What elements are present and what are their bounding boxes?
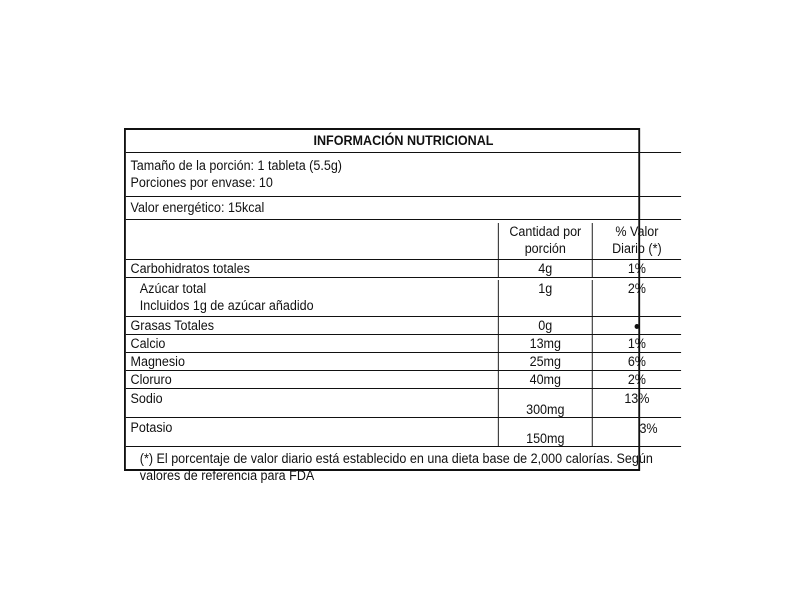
nutrient-amount: 13mg — [499, 335, 593, 352]
footnote: (*) El porcentaje de valor diario está establecido en una dieta base de 2,000 calorías. Según valores de referencia para FDA — [139, 451, 653, 483]
nutrient-row — [126, 389, 681, 418]
nutrient-name: Cloruro — [126, 371, 499, 388]
nutrient-amount: 300mg — [499, 389, 593, 417]
nutrient-daily-value: 1% — [627, 336, 646, 351]
nutrient-daily-value: 13% — [624, 391, 650, 406]
serving-info-row — [126, 153, 681, 197]
nutrient-amount: 40mg — [499, 371, 593, 388]
nutrient-amount: 4g — [499, 260, 593, 277]
nutrient-row — [126, 371, 681, 389]
bullet-icon — [635, 324, 640, 329]
column-header-row — [126, 220, 681, 260]
nutrient-row — [126, 353, 681, 371]
nutrient-daily-value: 6% — [627, 354, 646, 369]
table-title: INFORMACIÓN NUTRICIONAL — [313, 133, 494, 148]
nutrient-name: Potasio — [126, 418, 499, 446]
nutrient-daily-value: 3% — [639, 421, 658, 436]
nutrient-daily-value: 2% — [627, 281, 646, 296]
nutrient-row — [126, 278, 681, 317]
nutrient-row — [126, 317, 681, 335]
footnote-row — [126, 447, 681, 488]
nutrition-facts-table — [124, 128, 662, 483]
daily-value-header: % Valor Diario (*) — [612, 224, 662, 256]
nutrient-daily-value: 1% — [627, 261, 646, 276]
nutrient-name: Calcio — [126, 335, 499, 352]
nutrient-row — [126, 335, 681, 353]
nutrient-daily-value: 2% — [627, 372, 646, 387]
nutrient-amount: 1g — [499, 280, 593, 316]
table-title-row — [126, 130, 681, 153]
nutrient-amount: 25mg — [499, 353, 593, 370]
nutrient-amount: 150mg — [499, 418, 593, 446]
nutrient-name: Sodio — [126, 389, 499, 417]
servings-per-container: Porciones por envase: 10 — [130, 175, 273, 190]
energy-row — [126, 197, 681, 220]
nutrient-name: Magnesio — [126, 353, 499, 370]
serving-size: Tamaño de la porción: 1 tableta (5.5g) — [130, 158, 342, 173]
energy-value: Valor energético: 15kcal — [130, 200, 265, 215]
nutrient-amount: 0g — [499, 317, 593, 334]
nutrient-name: Azúcar total — [139, 281, 207, 296]
nutrient-row — [126, 418, 681, 447]
nutrient-name: Grasas Totales — [126, 317, 499, 334]
nutrient-subnote: Incluidos 1g de azúcar añadido — [139, 298, 314, 313]
amount-header: Cantidad por porción — [499, 223, 593, 259]
nutrient-row — [126, 260, 681, 278]
nutrient-name: Carbohidratos totales — [126, 260, 499, 277]
